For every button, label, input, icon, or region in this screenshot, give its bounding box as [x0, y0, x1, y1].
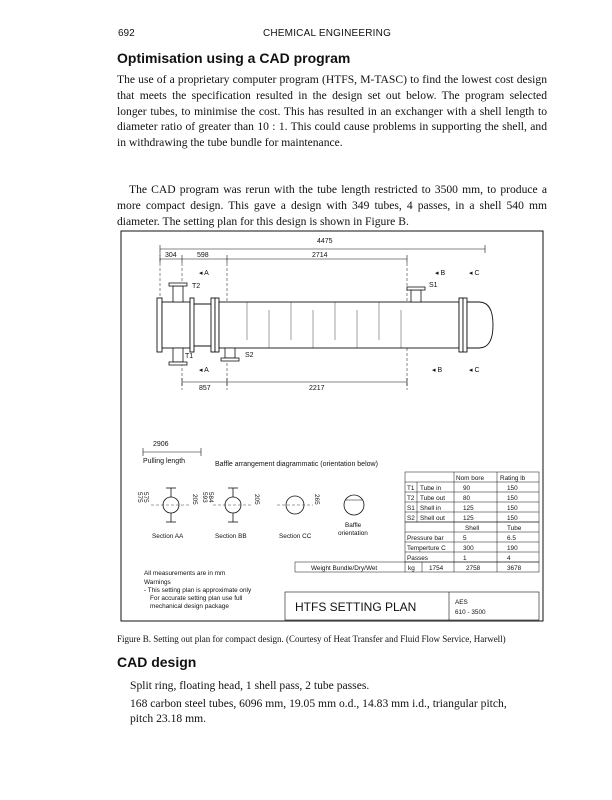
- nozzle-table-header-bore: Nom bore: [456, 475, 485, 482]
- svg-text:125: 125: [463, 515, 474, 522]
- channel-flange: [190, 298, 194, 352]
- section-bb-view: [201, 488, 260, 522]
- svg-text:Tube in: Tube in: [420, 485, 442, 492]
- section-aa-view: [136, 488, 198, 522]
- dim-2217: 2217: [309, 385, 325, 392]
- svg-text:- This setting plan is approxi: - This setting plan is approximate only: [144, 587, 252, 594]
- shell-body: [219, 302, 459, 348]
- section-cc-label: Section CC: [279, 533, 312, 540]
- svg-text:300: 300: [463, 545, 474, 552]
- dim-857: 857: [199, 385, 211, 392]
- setting-plan-figure: [117, 230, 547, 623]
- cad-line-1: Split ring, floating head, 1 shell pass, 2 tube passes.: [130, 679, 370, 692]
- section-bb-label: Section BB: [215, 533, 247, 540]
- channel-head: [162, 302, 190, 348]
- paragraph-2: The CAD program was rerun with the tube length restricted to 3500 mm, to produce a more compact design. This gave a design with 349 tubes, 4 passes, in a shell 540 mm diameter. The setting plan for this design is shown in Figure B.: [117, 183, 547, 228]
- svg-text:150: 150: [507, 485, 518, 492]
- type-size: 610 - 3500: [455, 609, 486, 616]
- weight-unit: kg: [408, 565, 415, 572]
- section-aa-label: Section AA: [152, 533, 184, 540]
- svg-text:S1: S1: [407, 505, 415, 512]
- figure-border: [121, 231, 543, 621]
- shell-cover-head: [467, 302, 493, 348]
- svg-text:Pressure bar: Pressure bar: [407, 535, 444, 542]
- weight-dry: 2758: [466, 565, 481, 572]
- paragraph-1: The use of a proprietary computer program (HTFS, M-TASC) to find the lowest cost design that meets the specification resulted in the design set out below. The program selected longer tubes, to minimise the cost. This has resulted in an exchanger with a shell length to diameter ratio of greater than 10 : 1. This could cause problems in supporting the shell, and in withdrawing the tube bundle for maintenance.: [117, 73, 547, 150]
- baffle-orientation-label-2: orientation: [338, 530, 368, 537]
- baffle-orientation-view: [338, 495, 368, 537]
- svg-text:Shell out: Shell out: [420, 515, 445, 522]
- nozzle-t2: [173, 286, 183, 302]
- shell-cover-flange: [459, 298, 463, 352]
- dim-bb-2: 593: [201, 492, 208, 503]
- dim-bb-1: 584: [207, 492, 214, 503]
- svg-text:150: 150: [507, 495, 518, 502]
- section-marker-a-bottom: ◂ A: [199, 367, 209, 374]
- dim-2714: 2714: [312, 252, 328, 259]
- shell-flange-front: [211, 298, 215, 352]
- label-s2: S2: [245, 352, 254, 359]
- cad-line-3: pitch 23.18 mm.: [130, 712, 206, 725]
- label-t1: T1: [185, 353, 194, 360]
- data-table-rows: [407, 535, 518, 562]
- svg-text:T2: T2: [407, 495, 415, 502]
- dim-aa-2: 575: [136, 492, 143, 503]
- nozzle-table-rows: [407, 485, 518, 522]
- nozzle-s1: [411, 290, 421, 302]
- svg-text:Temperture C: Temperture C: [407, 545, 446, 552]
- dim-598: 598: [197, 252, 209, 259]
- dim-cc: 265: [313, 494, 320, 505]
- label-t2: T2: [192, 283, 201, 290]
- svg-text:150: 150: [507, 505, 518, 512]
- dim-bb-3: 205: [253, 494, 260, 505]
- dim-aa-3: 205: [191, 494, 198, 505]
- svg-text:1: 1: [463, 555, 467, 562]
- svg-text:Passes: Passes: [407, 555, 428, 562]
- section-marker-b-bottom: ◂ B: [432, 367, 443, 374]
- svg-text:Tube out: Tube out: [420, 495, 445, 502]
- svg-text:4: 4: [507, 555, 511, 562]
- title-block-text: HTFS SETTING PLAN: [295, 600, 417, 614]
- section-marker-b-top: ◂ B: [435, 270, 446, 277]
- page-number: 692: [118, 28, 135, 39]
- setting-plan-drawing: [117, 230, 547, 623]
- svg-text:190: 190: [507, 545, 518, 552]
- figure-caption: Figure B. Setting out plan for compact design. (Courtesy of Heat Transfer and Fluid Flow Service, Harwell): [117, 634, 506, 644]
- section-cc-view: [277, 494, 320, 514]
- svg-text:Warnings: Warnings: [144, 579, 171, 586]
- dim-overall: 4475: [317, 238, 333, 245]
- svg-text:All measurements are in mm: All measurements are in mm: [144, 570, 226, 577]
- data-table-header-shell: Shell: [465, 525, 480, 532]
- svg-text:80: 80: [463, 495, 471, 502]
- baffle-orientation-label-1: Baffle: [345, 522, 362, 529]
- section-heading-optimisation: Optimisation using a CAD program: [117, 50, 351, 66]
- svg-text:6.5: 6.5: [507, 535, 516, 542]
- dim-304: 304: [165, 252, 177, 259]
- section-marker-c-bottom: ◂ C: [469, 367, 480, 374]
- end-cover-flange: [157, 298, 162, 352]
- svg-text:T1: T1: [407, 485, 415, 492]
- data-table-header-tube: Tube: [507, 525, 522, 532]
- weight-bundle: 1754: [429, 565, 444, 572]
- baffle-note: Baffle arrangement diagrammatic (orientation below): [215, 461, 378, 468]
- section-marker-a-top: ◂ A: [199, 270, 209, 277]
- nozzle-table-header-rating: Rating lb: [500, 475, 526, 482]
- nozzle-t1: [173, 348, 183, 362]
- dim-2906: 2906: [153, 441, 169, 448]
- type-code: AES: [455, 599, 468, 606]
- weight-label: Weight Bundle/Dry/Wet: [311, 565, 378, 572]
- svg-text:5: 5: [463, 535, 467, 542]
- svg-text:S2: S2: [407, 515, 415, 522]
- svg-text:For accurate setting plan use: For accurate setting plan use full: [150, 595, 243, 602]
- section-marker-c-top: ◂ C: [469, 270, 480, 277]
- svg-text:150: 150: [507, 515, 518, 522]
- cad-line-2: 168 carbon steel tubes, 6096 mm, 19.05 mm o.d., 14.83 mm i.d., triangular pitch,: [130, 697, 507, 710]
- label-s1: S1: [429, 282, 438, 289]
- svg-text:mechanical design package: mechanical design package: [150, 603, 229, 610]
- svg-text:Shell in: Shell in: [420, 505, 441, 512]
- dim-aa-1: 575: [142, 492, 149, 503]
- weight-wet: 3678: [507, 565, 522, 572]
- drawing-notes: [144, 570, 252, 610]
- nozzle-s2: [225, 348, 235, 358]
- pulling-length-label: Pulling length: [143, 458, 186, 465]
- section-heading-cad-design: CAD design: [117, 654, 197, 670]
- svg-text:90: 90: [463, 485, 471, 492]
- svg-text:125: 125: [463, 505, 474, 512]
- running-title: CHEMICAL ENGINEERING: [262, 28, 392, 39]
